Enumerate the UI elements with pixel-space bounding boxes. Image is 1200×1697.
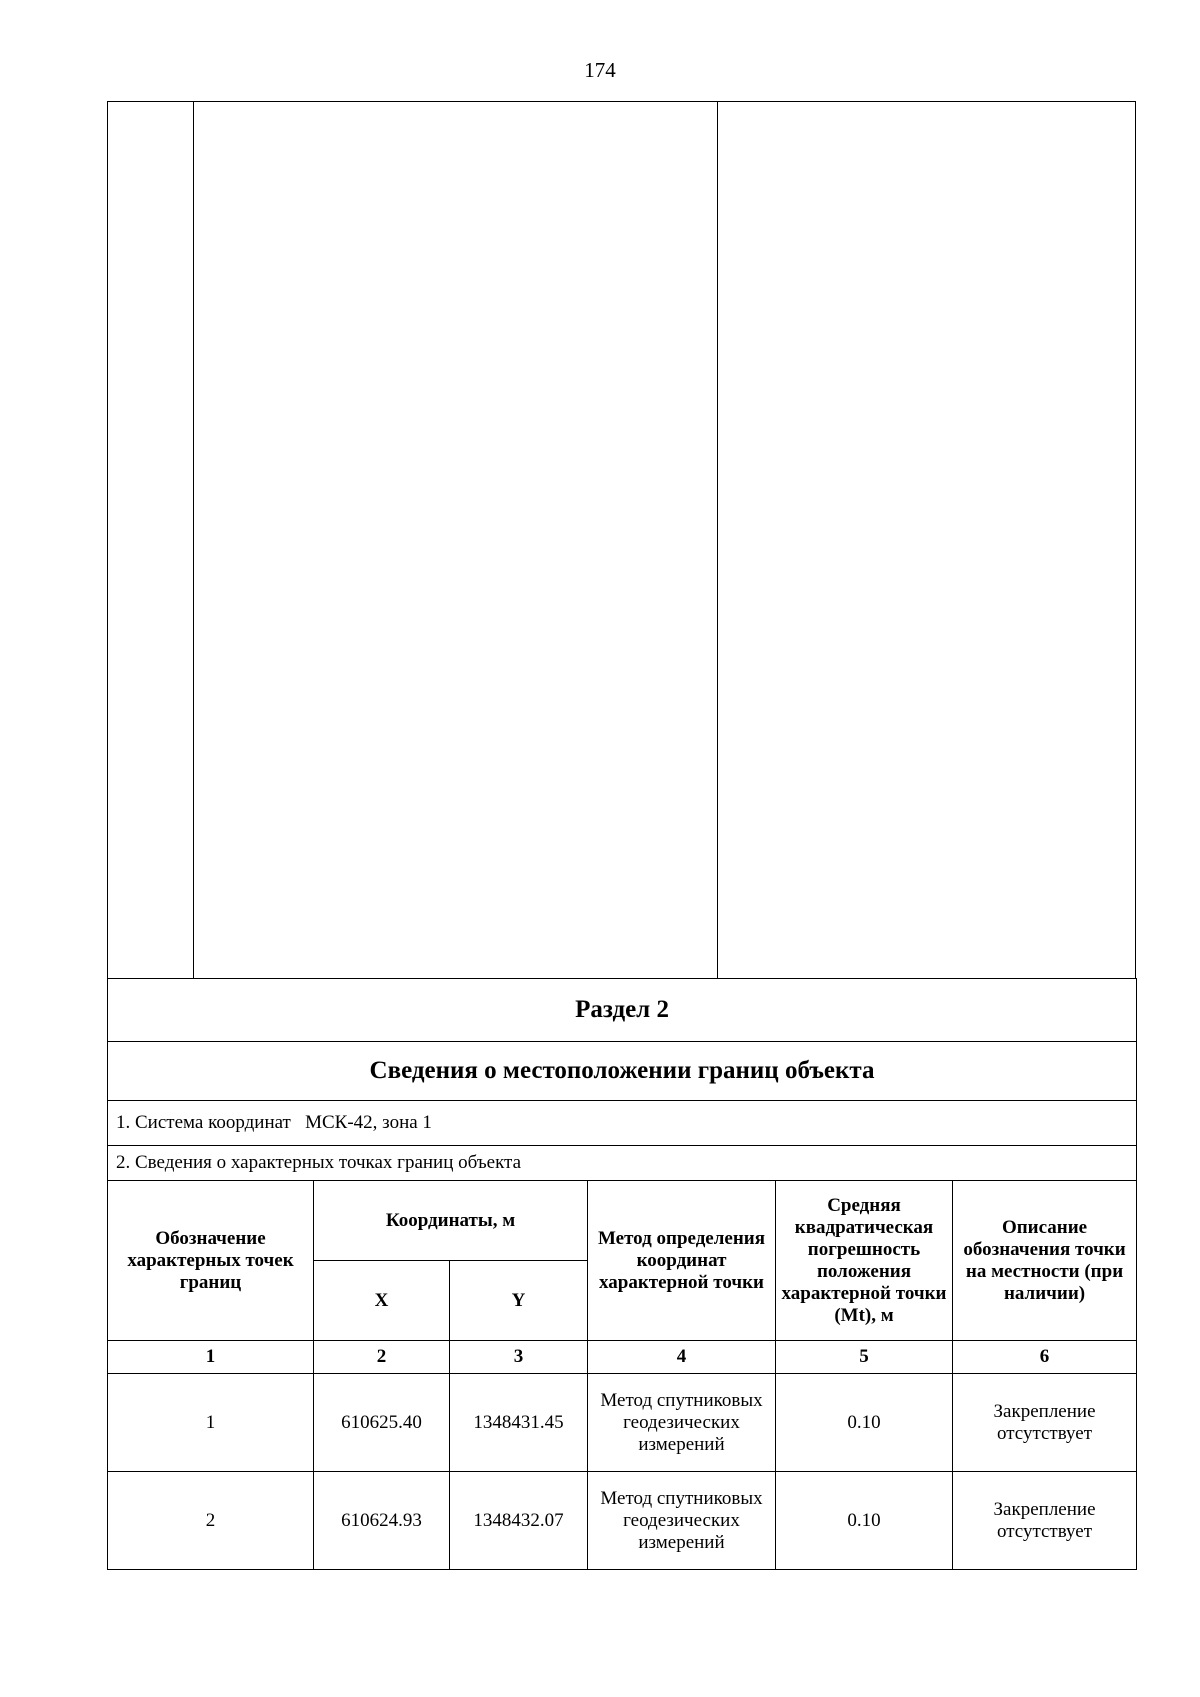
cell-error: 0.10: [776, 1374, 953, 1472]
table-row: [108, 1374, 1137, 1472]
coord-system-value: МСК-42, зона 1: [305, 1112, 432, 1133]
cell-y: 1348432.07: [450, 1472, 588, 1570]
empty-drawing-frame: [107, 101, 1136, 978]
header-designation: Обозначение характерных точек границ: [108, 1181, 314, 1341]
section-2-table: [107, 978, 1137, 1570]
cell-point: 2: [108, 1472, 314, 1570]
column-number: 1: [108, 1341, 314, 1374]
column-numbers-row: [108, 1341, 1137, 1374]
coord-system-label: 1. Система координат: [116, 1112, 291, 1133]
cell-x: 610625.40: [314, 1374, 450, 1472]
frame-divider-right: [717, 102, 718, 978]
cell-method: Метод спутниковых геодезических измерений: [588, 1472, 776, 1570]
points-label: 2. Сведения о характерных точках границ объекта: [108, 1146, 1137, 1181]
header-x: X: [314, 1261, 450, 1341]
header-method: Метод определения координат характерной точки: [588, 1181, 776, 1341]
section-title: Раздел 2: [108, 979, 1137, 1042]
column-number: 6: [953, 1341, 1137, 1374]
cell-point: 1: [108, 1374, 314, 1472]
header-error: Средняя квадратическая погрешность положения характерной точки (Mt), м: [776, 1181, 953, 1341]
cell-x: 610624.93: [314, 1472, 450, 1570]
header-coordinates: Координаты, м: [314, 1181, 588, 1261]
header-description: Описание обозначения точки на местности (при наличии): [953, 1181, 1137, 1341]
cell-y: 1348431.45: [450, 1374, 588, 1472]
column-number: 2: [314, 1341, 450, 1374]
column-number: 5: [776, 1341, 953, 1374]
column-number: 3: [450, 1341, 588, 1374]
cell-method: Метод спутниковых геодезических измерений: [588, 1374, 776, 1472]
page-number: 174: [584, 58, 616, 82]
cell-error: 0.10: [776, 1472, 953, 1570]
coord-system-row: [108, 1101, 1137, 1146]
header-y: Y: [450, 1261, 588, 1341]
section-subtitle: Сведения о местоположении границ объекта: [108, 1042, 1137, 1101]
table-row: [108, 1472, 1137, 1570]
cell-description: Закрепление отсутствует: [953, 1374, 1137, 1472]
column-number: 4: [588, 1341, 776, 1374]
frame-divider-left: [193, 102, 194, 978]
cell-description: Закрепление отсутствует: [953, 1472, 1137, 1570]
